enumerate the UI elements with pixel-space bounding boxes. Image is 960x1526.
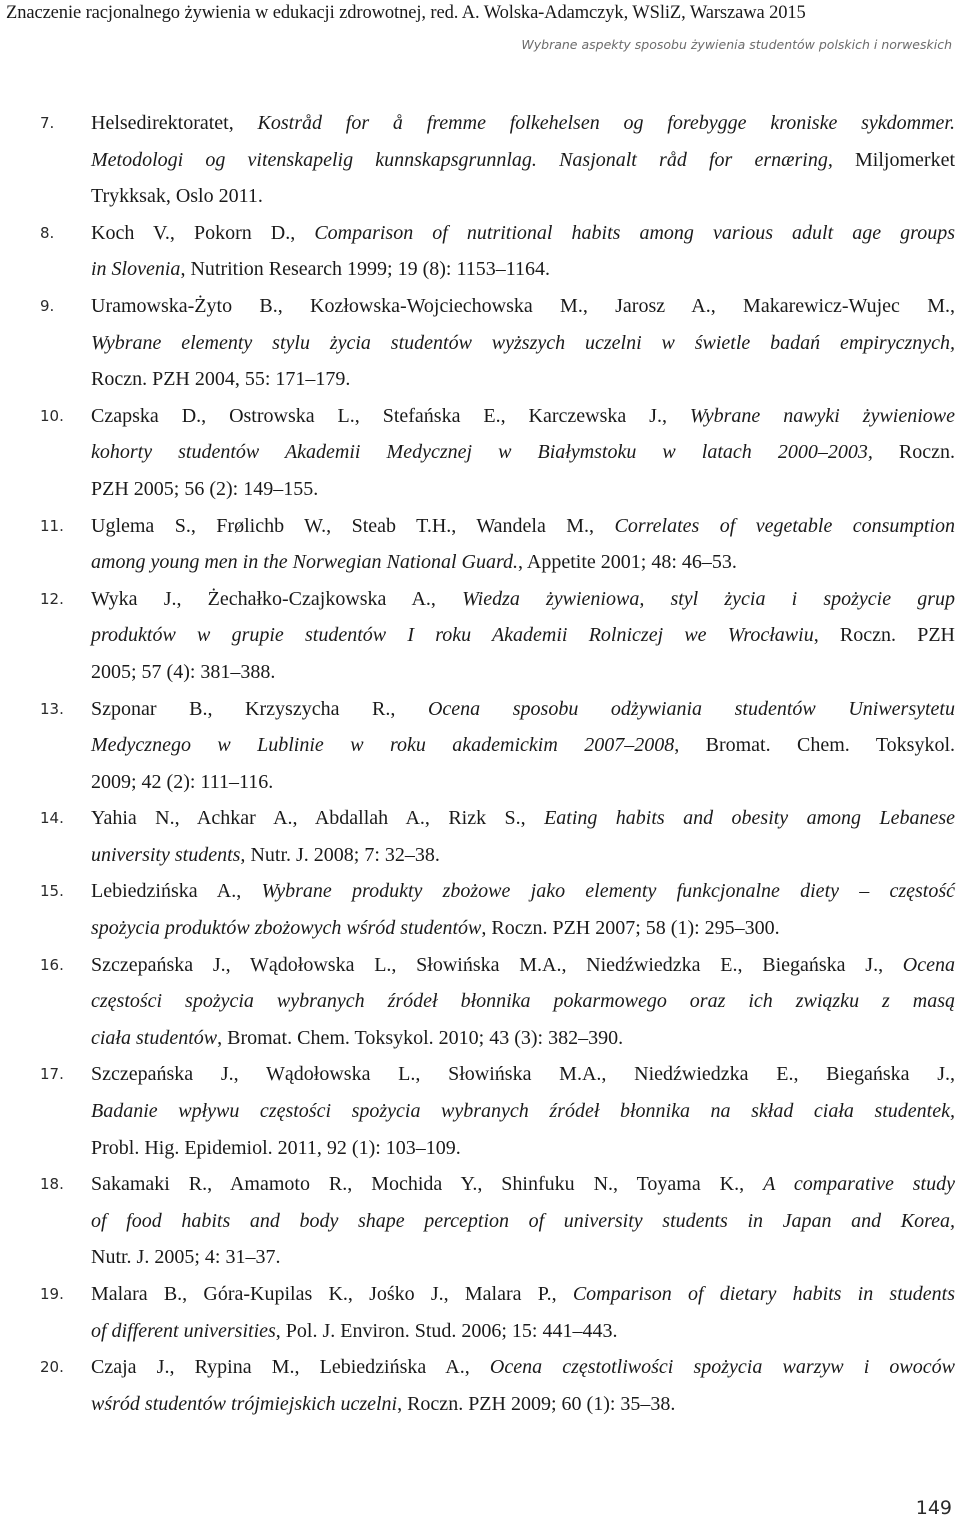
reference-text: [91, 691, 955, 801]
reference-line: [91, 1349, 955, 1386]
reference-text: [91, 215, 955, 288]
reference-segment: Koch V., Pokorn D.,: [91, 221, 315, 244]
reference-line: [91, 1386, 955, 1423]
reference-text: [91, 398, 955, 508]
reference-line: [91, 947, 955, 984]
reference-list: [0, 105, 960, 1422]
page-number: 149: [915, 1497, 952, 1519]
reference-line: [91, 873, 955, 910]
reference-line: [91, 581, 955, 618]
reference-item: [0, 105, 960, 215]
reference-line: [91, 1093, 955, 1130]
reference-title-segment: Ocena: [902, 953, 955, 976]
reference-title-segment: university students,: [91, 843, 246, 866]
reference-text: [91, 1276, 955, 1349]
reference-item: [0, 1349, 960, 1422]
reference-title-segment: Comparison of dietary habits in students: [572, 1283, 955, 1305]
reference-line: [91, 1203, 955, 1240]
reference-line: [91, 325, 955, 362]
reference-segment: Szczepańska J., Wądołowska L., Słowińska M.A., Niedźwiedzka E., Biegańska J.,: [91, 1063, 955, 1086]
reference-line: [91, 288, 955, 325]
reference-segment: 2005; 57 (4): 381–388.: [91, 660, 276, 683]
reference-item: [0, 691, 960, 801]
reference-number: 12.: [40, 589, 64, 608]
reference-segment: Uglema S., Frølichb W., Steab T.H., Wandela M.,: [91, 514, 615, 537]
reference-title-segment: spożycia produktów zbożowych wśród studentów: [91, 917, 482, 940]
reference-title-segment: Eating habits and obesity among Lebanese: [544, 807, 955, 830]
reference-segment: Lebiedzińska A.,: [91, 880, 262, 903]
reference-title-segment: Wybrane nawyki żywieniowe: [689, 404, 955, 427]
reference-segment: Miljomerket: [832, 148, 955, 171]
reference-line: [91, 764, 955, 801]
reference-segment: Wyka J., Żechałko-Czajkowska A.,: [91, 587, 463, 610]
reference-segment: 2009; 42 (2): 111–116.: [91, 770, 274, 793]
reference-segment: Nutr. J. 2005; 4: 31–37.: [91, 1246, 281, 1269]
reference-segment: Nutr. J. 2008; 7: 32–38.: [245, 843, 440, 866]
reference-segment: Czaja J., Rypina M., Lebiedzińska A.,: [91, 1356, 490, 1379]
reference-text: [91, 947, 955, 1057]
reference-segment: Trykksak, Oslo 2011.: [91, 185, 263, 208]
reference-segment: , Nutrition Research 1999; 19 (8): 1153–1164.: [180, 258, 551, 281]
reference-number: 20.: [40, 1358, 64, 1377]
reference-title-segment: Ocena sposobu odżywiania studentów Uniwersytetu: [427, 697, 955, 720]
reference-line: [91, 544, 955, 581]
reference-number: 15.: [40, 882, 64, 901]
reference-line: [91, 1056, 955, 1093]
reference-title-segment: Correlates of vegetable consumption: [614, 514, 955, 537]
reference-item: [0, 947, 960, 1057]
reference-title-segment: A comparative study: [763, 1173, 955, 1196]
reference-number: 10.: [40, 406, 64, 425]
reference-item: [0, 1166, 960, 1276]
reference-number: 11.: [40, 516, 64, 535]
reference-text: [91, 288, 955, 398]
reference-line: [91, 837, 955, 874]
reference-number: 18.: [40, 1175, 64, 1194]
reference-segment: Roczn. PZH 2004, 55: 171–179.: [91, 368, 351, 391]
reference-line: [91, 178, 955, 215]
reference-text: [91, 873, 955, 946]
reference-line: [91, 361, 955, 398]
reference-item: [0, 398, 960, 508]
reference-title-segment: in Slovenia: [91, 258, 181, 281]
reference-segment: , Bromat. Chem. Toksykol. 2010; 43 (3): 382–390.: [217, 1026, 624, 1049]
reference-line: [91, 691, 955, 728]
reference-title-segment: kohorty studentów Akademii Medycznej w Białymstoku w latach 2000–2003,: [91, 441, 873, 464]
reference-line: [91, 1239, 955, 1276]
reference-line: [91, 654, 955, 691]
reference-number: 8.: [40, 223, 55, 242]
reference-number: 19.: [40, 1285, 64, 1303]
reference-item: [0, 215, 960, 288]
reference-item: [0, 1056, 960, 1166]
reference-segment: , Roczn. PZH: [813, 624, 956, 647]
reference-line: [91, 617, 955, 654]
reference-line: [91, 105, 955, 142]
reference-line: [91, 983, 955, 1020]
reference-text: [91, 1166, 955, 1276]
reference-segment: , Bromat. Chem. Toksykol.: [674, 734, 956, 757]
reference-segment: , Pol. J. Environ. Stud. 2006; 15: 441–443.: [275, 1319, 618, 1342]
reference-item: [0, 288, 960, 398]
reference-title-segment: Metodologi og vitenskapelig kunnskapsgrunnlag. Nasjonalt råd for ernæring,: [91, 148, 833, 171]
reference-item: [0, 581, 960, 691]
reference-segment: Malara B., Góra-Kupilas K., Jośko J., Malara P.,: [91, 1283, 573, 1305]
reference-text: [91, 1349, 955, 1422]
reference-item: [0, 1276, 960, 1349]
reference-segment: PZH 2005; 56 (2): 149–155.: [91, 477, 319, 500]
reference-item: [0, 873, 960, 946]
reference-number: 9.: [40, 296, 55, 315]
reference-number: 14.: [40, 809, 64, 828]
reference-segment: Czapska D., Ostrowska L., Stefańska E., Karczewska J.,: [91, 404, 690, 427]
running-header-subtitle: Wybrane aspekty sposobu żywienia studentów polskich i norweskich: [521, 37, 952, 52]
reference-segment: , Roczn. PZH 2007; 58 (1): 295–300.: [481, 917, 780, 940]
reference-line: [91, 508, 955, 545]
reference-segment: Szponar B., Krzyszycha R.,: [91, 697, 428, 720]
reference-text: [91, 105, 955, 215]
reference-line: [91, 1020, 955, 1057]
reference-segment: , Roczn. PZH 2009; 60 (1): 35–38.: [397, 1392, 676, 1415]
reference-item: [0, 508, 960, 581]
reference-title-segment: ciała studentów: [91, 1026, 218, 1049]
reference-line: [91, 1130, 955, 1167]
reference-title-segment: of different universities: [91, 1319, 276, 1342]
reference-line: [91, 727, 955, 764]
reference-line: [91, 800, 955, 837]
reference-title-segment: Wybrane elementy stylu życia studentów wyższych uczelni w świetle badań empirycznych,: [91, 331, 955, 354]
reference-segment: Yahia N., Achkar A., Abdallah A., Rizk S.,: [91, 807, 545, 830]
reference-line: [91, 251, 955, 288]
reference-title-segment: among young men in the Norwegian National Guard.: [91, 551, 519, 574]
reference-title-segment: Wybrane produkty zbożowe jako elementy funkcjonalne diety – częstość: [261, 880, 955, 903]
reference-title-segment: wśród studentów trójmiejskich uczelni: [91, 1392, 398, 1415]
reference-title-segment: produktów w grupie studentów I roku Akademii Rolniczej we Wrocławiu: [91, 624, 814, 647]
reference-line: [91, 1166, 955, 1203]
reference-number: 13.: [40, 699, 64, 718]
reference-item: [0, 800, 960, 873]
reference-title-segment: Medycznego w Lublinie w roku akademickim 2007–2008: [91, 734, 675, 757]
reference-number: 17.: [40, 1065, 64, 1084]
reference-line: [91, 434, 955, 471]
reference-title-segment: Wiedza żywieniowa, styl życia i spożycie grup: [462, 587, 955, 610]
reference-segment: Helsedirektoratet,: [91, 112, 258, 134]
reference-segment: , Appetite 2001; 48: 46–53.: [518, 551, 737, 574]
reference-title-segment: Kostråd for å fremme folkehelsen og forebygge kroniske sykdommer.: [257, 112, 955, 134]
reference-line: [91, 142, 955, 179]
reference-segment: Sakamaki R., Amamoto R., Mochida Y., Shinfuku N., Toyama K.,: [91, 1173, 764, 1196]
reference-line: [91, 910, 955, 947]
reference-title-segment: of food habits and body shape perception of university students in Japan and Korea,: [91, 1209, 955, 1232]
reference-segment: Szczepańska J., Wądołowska L., Słowińska M.A., Niedźwiedzka E., Biegańska J.,: [91, 953, 903, 976]
reference-line: [91, 215, 955, 252]
reference-text: [91, 508, 955, 581]
reference-line: [91, 471, 955, 508]
reference-text: [91, 1056, 955, 1166]
reference-segment: Probl. Hig. Epidemiol. 2011, 92 (1): 103–109.: [91, 1136, 461, 1159]
reference-title-segment: Badanie wpływu częstości spożycia wybranych źródeł błonnika na skład ciała studentek,: [91, 1100, 955, 1123]
reference-text: [91, 581, 955, 691]
running-header-title: Znaczenie racjonalnego żywienia w edukacji zdrowotnej, red. A. Wolska-Adamczyk, WSliZ, Warszawa 2015: [6, 3, 806, 23]
reference-line: [91, 1276, 955, 1313]
reference-number: 7.: [40, 114, 55, 132]
reference-number: 16.: [40, 955, 64, 974]
reference-text: [91, 800, 955, 873]
reference-title-segment: Ocena częstotliwości spożycia warzyw i owoców: [489, 1356, 955, 1379]
reference-title-segment: Comparison of nutritional habits among various adult age groups: [314, 221, 955, 244]
reference-segment: Uramowska-Żyto B., Kozłowska-Wojciechowska M., Jarosz A., Makarewicz-Wujec M.,: [91, 294, 955, 317]
reference-segment: Roczn.: [872, 441, 956, 464]
reference-line: [91, 398, 955, 435]
reference-title-segment: częstości spożycia wybranych źródeł błonnika pokarmowego oraz ich związku z masą: [91, 990, 955, 1013]
reference-line: [91, 1313, 955, 1350]
